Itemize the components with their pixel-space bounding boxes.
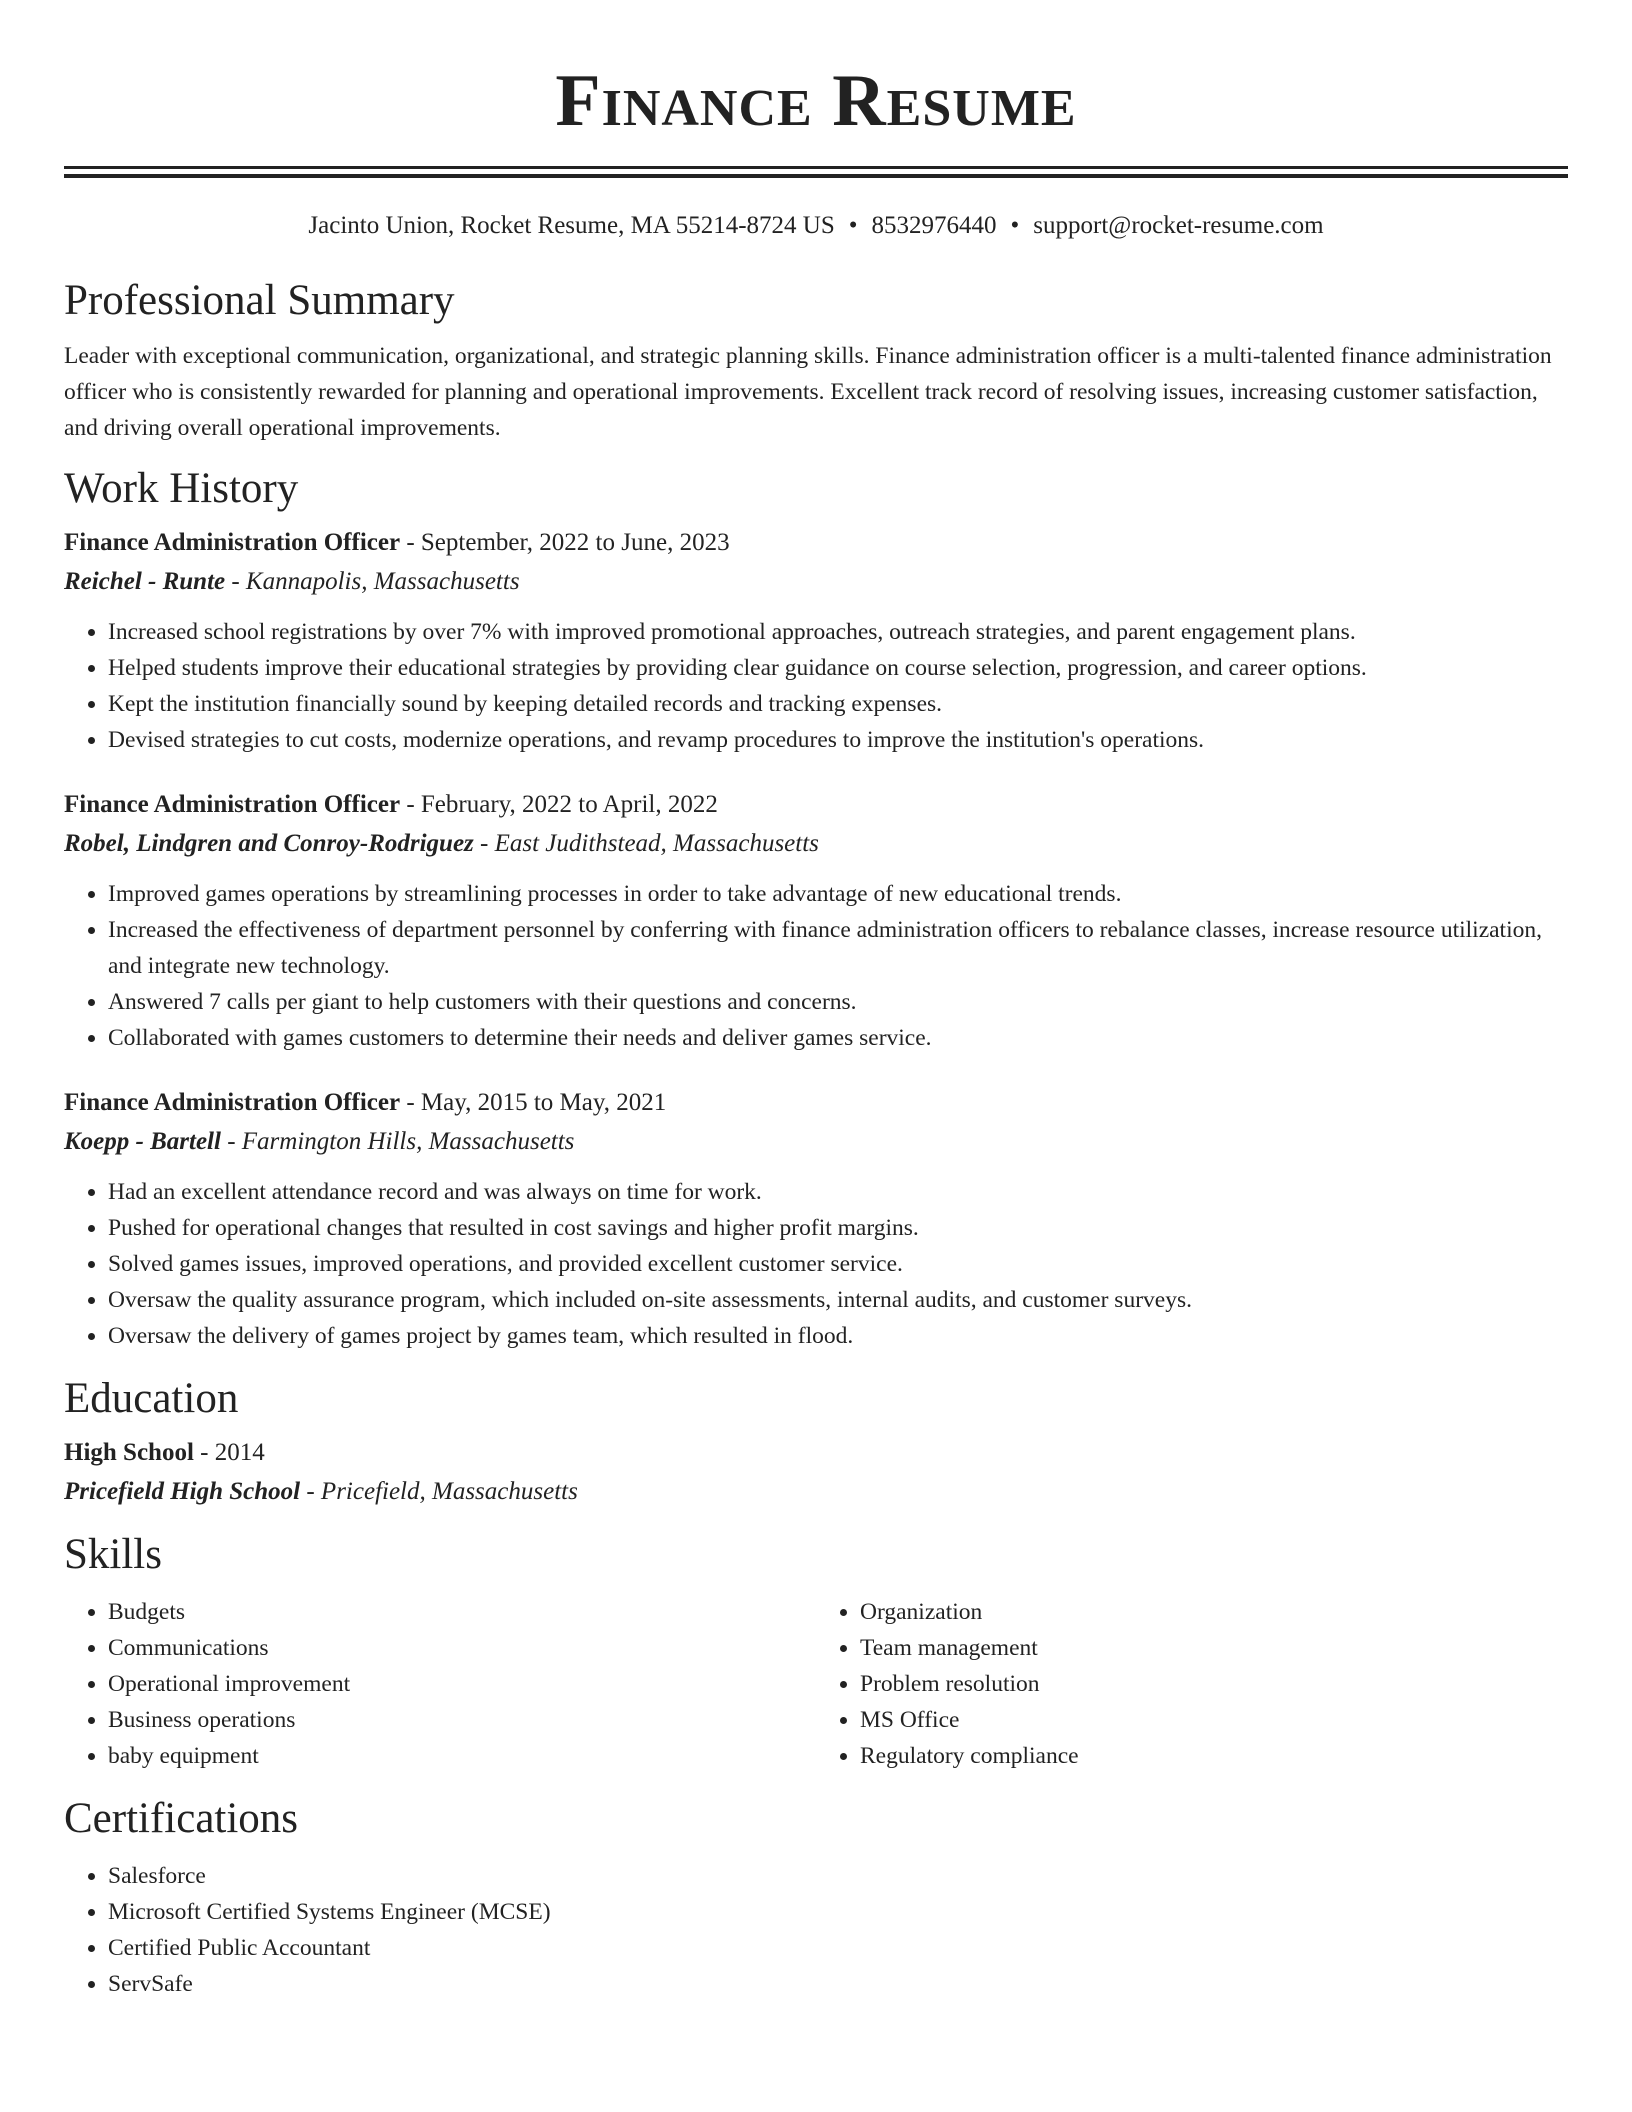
list-item: • MS Office: [860, 1702, 1568, 1738]
skills-heading: Skills: [64, 1531, 162, 1578]
job-dates: - February, 2022 to April, 2022: [400, 791, 718, 818]
title-divider: [64, 166, 1568, 178]
job-dates: - May, 2015 to May, 2021: [400, 1089, 667, 1116]
contact-email: support@rocket-resume.com: [1033, 212, 1324, 239]
contact-line: [64, 208, 1568, 244]
company-name: Reichel - Runte: [64, 568, 226, 595]
list-item: • baby equipment: [108, 1738, 816, 1774]
list-item: • Oversaw the quality assurance program, which included on-site assessments, internal audits, and customer surveys.: [108, 1282, 1568, 1318]
list-item: • Kept the institution financially sound by keeping detailed records and tracking expenses.: [108, 686, 1568, 722]
job-title-line: [64, 1084, 1568, 1122]
list-item: • Collaborated with games customers to determine their needs and deliver games service.: [108, 1020, 1568, 1056]
education-degree-line: [64, 1434, 1568, 1472]
company-name: Koepp - Bartell: [64, 1128, 221, 1155]
list-item: • Devised strategies to cut costs, modernize operations, and revamp procedures to improve the institution's operations.: [108, 722, 1568, 758]
list-item: • Organization: [860, 1594, 1568, 1630]
list-item: • ServSafe: [108, 1966, 1568, 2002]
company-location: - Kannapolis, Massachusetts: [225, 568, 520, 595]
contact-separator: •: [1010, 212, 1020, 239]
skills-left-list: [64, 1594, 816, 1774]
job-bullets: [64, 876, 1568, 1056]
job-title-line: [64, 524, 1568, 562]
education-heading: Education: [64, 1375, 239, 1422]
list-item: • Business operations: [108, 1702, 816, 1738]
job-entry: [64, 786, 1568, 1056]
company-location: - Farmington Hills, Massachusetts: [220, 1128, 575, 1155]
education-location: - Pricefield, Massachusetts: [300, 1478, 578, 1505]
list-item: • Oversaw the delivery of games project by games team, which resulted in flood.: [108, 1318, 1568, 1354]
list-item: • Salesforce: [108, 1858, 1568, 1894]
list-item: • Regulatory compliance: [860, 1738, 1568, 1774]
summary-text: Leader with exceptional communication, organizational, and strategic planning skills. Finance administration officer is a multi-talented finance administration officer who is consistently rewarded for planning and operational improvements. Excellent track record of resolving issues, increasing customer satisfaction, and driving overall operational improvements.: [64, 343, 1552, 441]
list-item: • Communications: [108, 1630, 816, 1666]
list-item: • Team management: [860, 1630, 1568, 1666]
company-line: [64, 824, 1568, 864]
list-item: • Problem resolution: [860, 1666, 1568, 1702]
job-entry: [64, 524, 1568, 758]
list-item: • Improved games operations by streamlining processes in order to take advantage of new educational trends.: [108, 876, 1568, 912]
list-item: • Answered 7 calls per giant to help customers with their questions and concerns.: [108, 984, 1568, 1020]
education-degree: High School: [64, 1439, 194, 1466]
resume-title: Finance Resume: [555, 60, 1077, 142]
contact-separator: •: [848, 212, 858, 239]
list-item: • Increased school registrations by over 7% with improved promotional approaches, outreach strategies, and parent engagement plans.: [108, 614, 1568, 650]
education-school: Pricefield High School: [64, 1478, 301, 1505]
job-title-line: [64, 786, 1568, 824]
list-item: • Increased the effectiveness of department personnel by conferring with finance administration officers to rebalance classes, increase resource utilization, and integrate new technology.: [108, 912, 1568, 984]
contact-phone: 8532976440: [871, 212, 997, 239]
education-year: - 2014: [193, 1439, 265, 1466]
list-item: • Budgets: [108, 1594, 816, 1630]
contact-address: Jacinto Union, Rocket Resume, MA 55214-8724 US: [308, 212, 835, 239]
work-history-heading: Work History: [64, 465, 299, 512]
company-name: Robel, Lindgren and Conroy-Rodriguez: [64, 830, 474, 857]
certifications-list: [64, 1858, 1568, 2002]
list-item: • Solved games issues, improved operations, and provided excellent customer service.: [108, 1246, 1568, 1282]
job-bullets: [64, 614, 1568, 758]
list-item: • Pushed for operational changes that resulted in cost savings and higher profit margins.: [108, 1210, 1568, 1246]
job-dates: - September, 2022 to June, 2023: [400, 529, 730, 556]
company-line: [64, 1122, 1568, 1162]
list-item: • Helped students improve their educational strategies by providing clear guidance on course selection, progression, and career options.: [108, 650, 1568, 686]
certifications-heading: Certifications: [64, 1795, 299, 1842]
job-title: Finance Administration Officer: [64, 529, 401, 556]
job-entry: [64, 1084, 1568, 1354]
education-school-line: [64, 1472, 1568, 1512]
job-title: Finance Administration Officer: [64, 1089, 401, 1116]
list-item: • Operational improvement: [108, 1666, 816, 1702]
job-title: Finance Administration Officer: [64, 791, 401, 818]
company-location: - East Judithstead, Massachusetts: [473, 830, 819, 857]
summary-heading: Professional Summary: [64, 277, 455, 324]
job-bullets: [64, 1174, 1568, 1354]
skills-columns: [64, 1594, 1568, 1774]
education-entry: [64, 1434, 1568, 1512]
skills-right-list: [816, 1594, 1568, 1774]
list-item: • Certified Public Accountant: [108, 1930, 1568, 1966]
company-line: [64, 562, 1568, 602]
list-item: • Microsoft Certified Systems Engineer (MCSE): [108, 1894, 1568, 1930]
list-item: • Had an excellent attendance record and was always on time for work.: [108, 1174, 1568, 1210]
